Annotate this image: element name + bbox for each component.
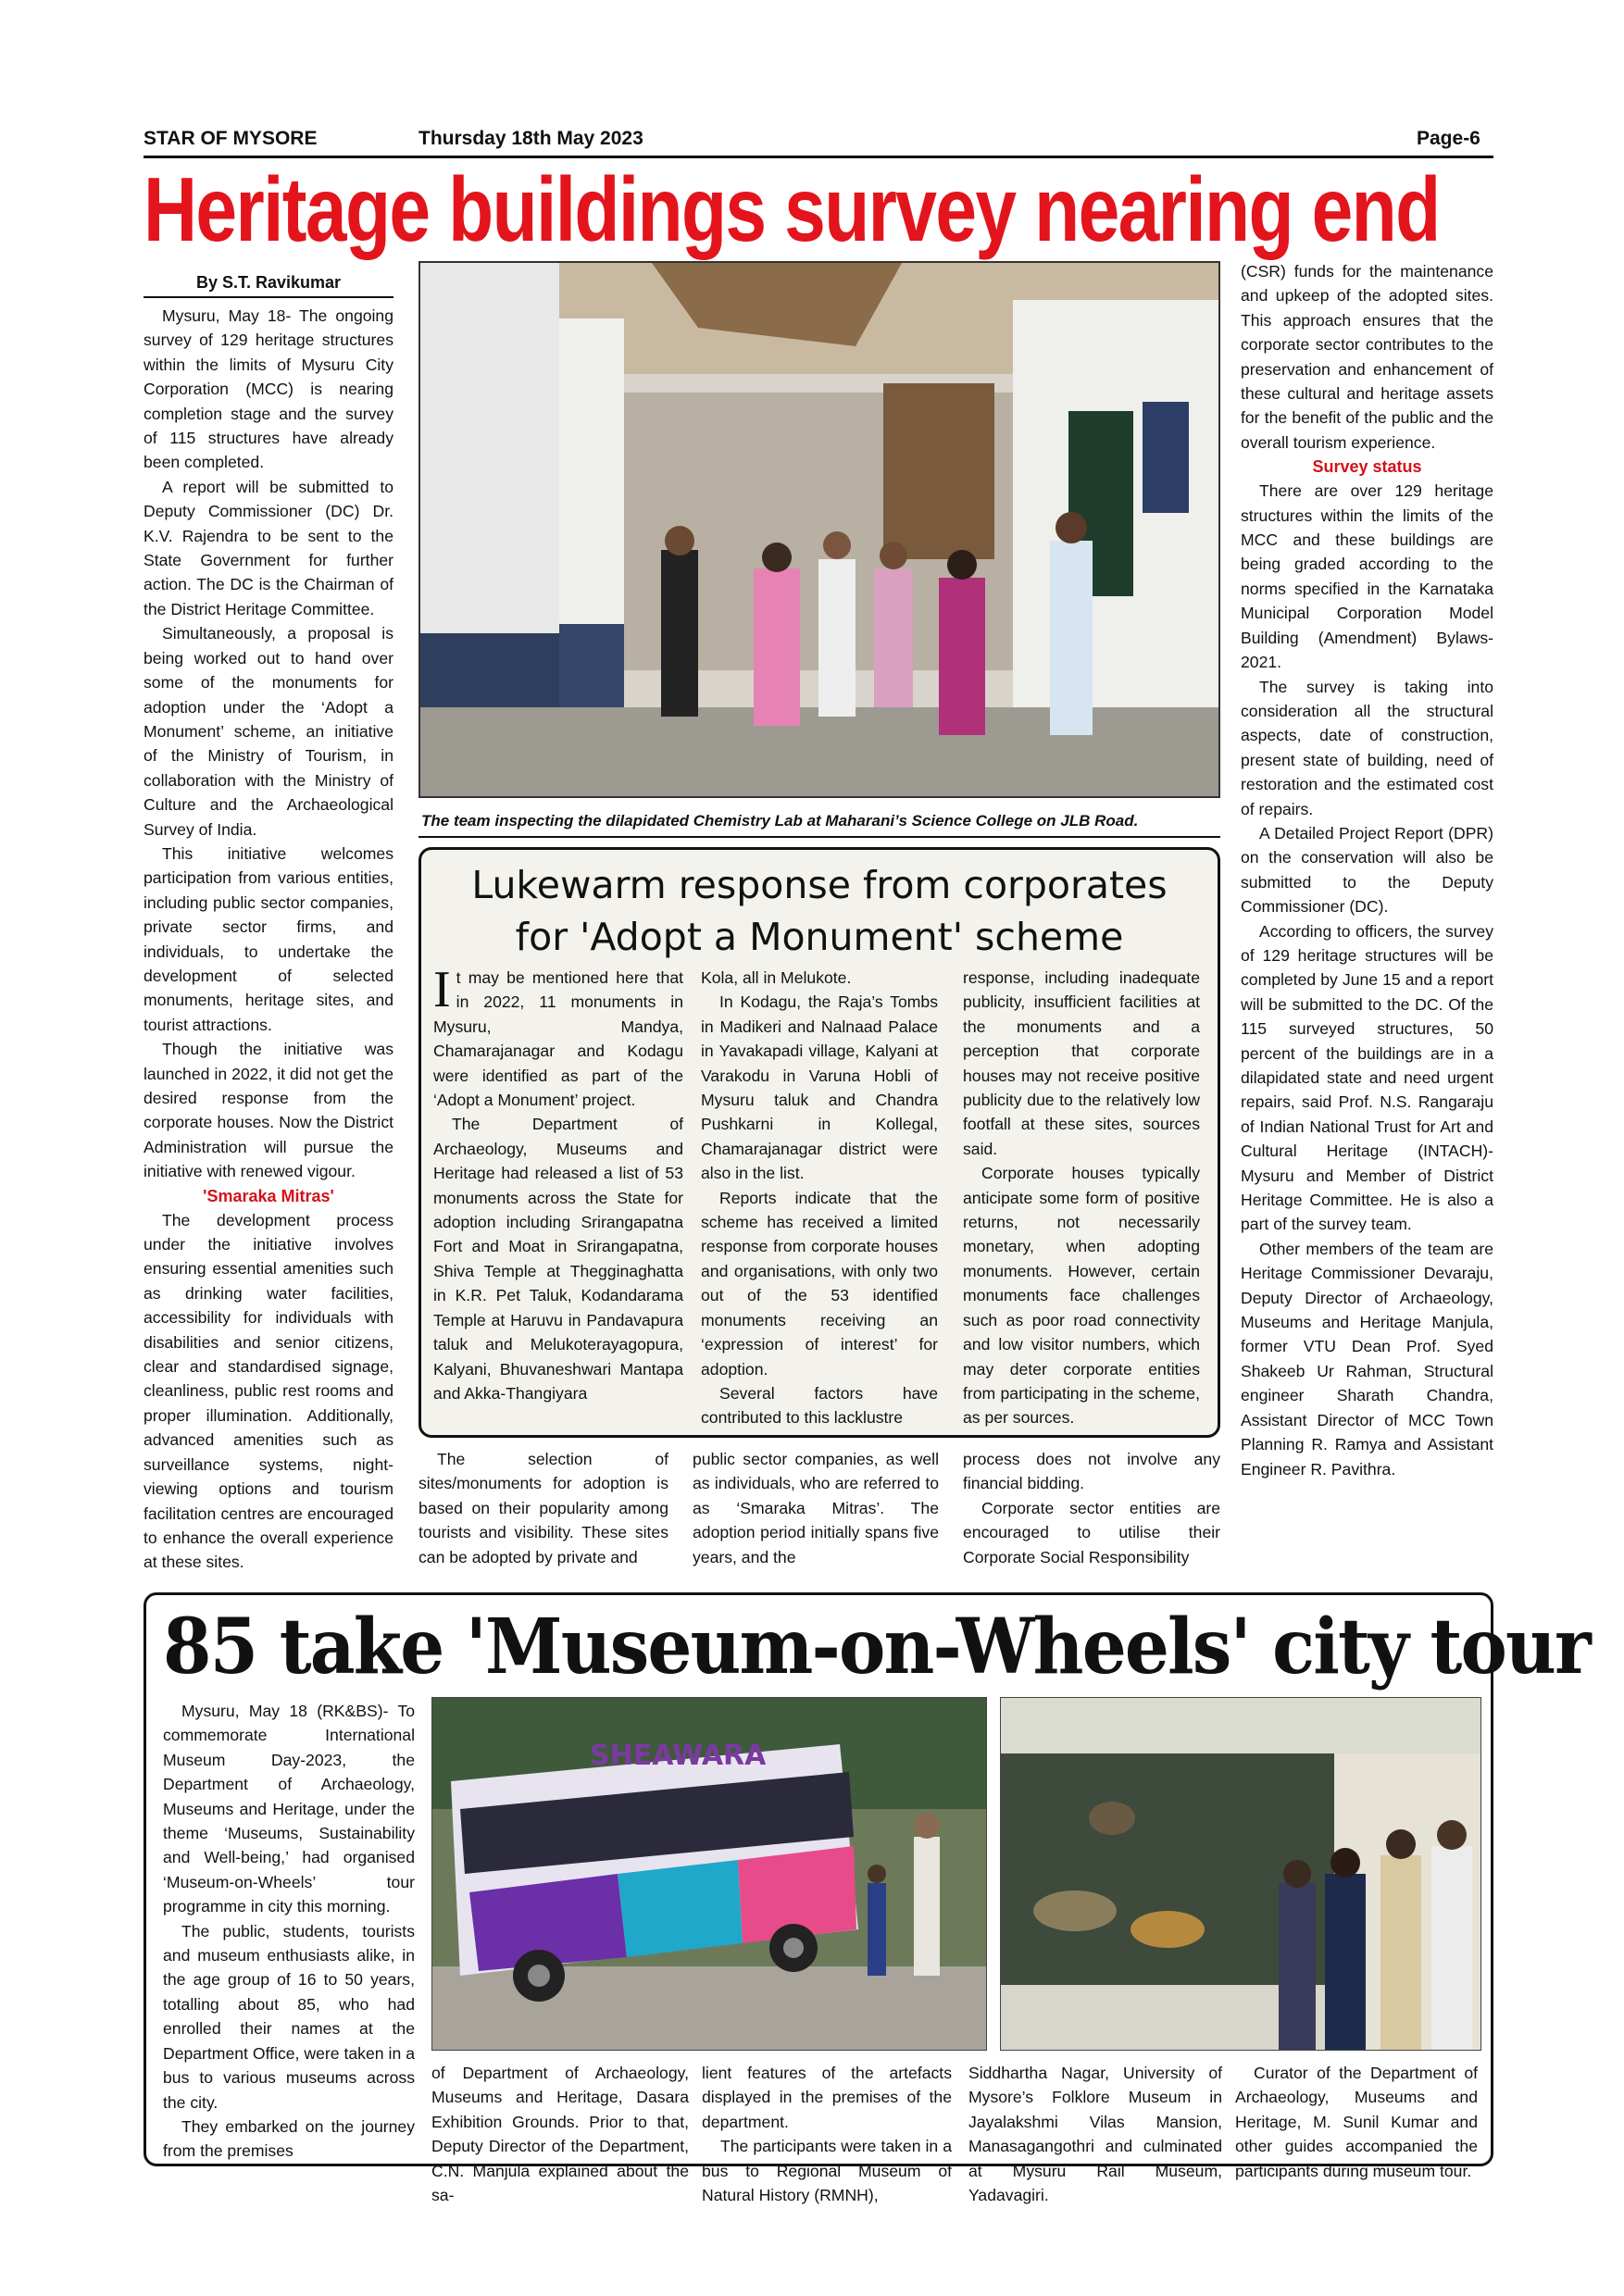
paragraph: The selection of sites/monuments for adoption is based on their popularity among tourists and visibility. These sites can be adopted by private and <box>418 1450 668 1566</box>
paragraph: lient features of the artefacts displayed in the premises of the department. <box>702 2064 952 2131</box>
main-headline: Heritage buildings survey nearing end <box>144 158 1440 260</box>
paragraph: They embarked on the journey from the premises <box>163 2116 415 2161</box>
article1-column-5 <box>1241 259 1493 1481</box>
paragraph: process does not involve any financial bidding. <box>963 1450 1220 1493</box>
article2-column-1 <box>163 1699 415 2164</box>
paragraph: public sector companies, as well as individuals, who are referred to as ‘Smaraka Mitras’. The adoption period initially spans five years, and the <box>693 1450 939 1566</box>
box-column-2 <box>701 966 938 1430</box>
paragraph: Curator of the Department of Archaeology, Museums and Heritage, M. Sunil Kumar and other guides accompanied the participants during museum tour. <box>1235 2064 1478 2180</box>
adopt-monument-box <box>418 847 1220 1438</box>
paragraph: Other members of the team are Heritage Commissioner Devaraju, Deputy Director of Archaeology, Museums and Heritage Manjula, former VTU Dean Prof. Syed Shakeeb Ur Rahman, Structural engineer Sharath Chandra, Assistant Director of MCC Town Planning R. Ramya and Assistant Engineer R. Pavithra. <box>1241 1239 1493 1479</box>
drop-cap: I <box>433 961 451 1018</box>
box-column-3 <box>963 966 1200 1430</box>
paragraph: In Kodagu, the Raja’s Tombs in Madikeri and Nalnaad Palace in Yavakapadi village, Kalyani at Varakodu in Varuna Hobli of Mysuru taluk and Chandra Pushkarni in Kollegal, Chamarajanagar district were also in the list. <box>701 992 938 1183</box>
paragraph: The survey is taking into consideration all the structural aspects, date of construction, present state of building, need of restoration and the estimated cost of repairs. <box>1241 677 1493 818</box>
subhead-survey-status: Survey status <box>1312 457 1422 477</box>
subhead-smaraka-mitras: 'Smaraka Mitras' <box>203 1186 334 1205</box>
paragraph: (CSR) funds for the maintenance and upkeep of the adopted sites. This approach ensures that the corporate sector contributes to the preservation and enhancement of these cultural and heritage assets for the benefit of the public and the overall tourism experience. <box>1241 262 1493 452</box>
byline-rule <box>144 296 394 298</box>
paragraph: Siddhartha Nagar, University of Mysore’s Folklore Museum in Jayalakshmi Vilas Mansion, Manasagangothri and culminated at Mysuru Rail Museum, Yadavagiri. <box>968 2064 1222 2205</box>
paragraph: This initiative welcomes participation from various entities, including public sector companies, private sector firms, and individuals, to undertake the development of selected monuments, heritage sites, and tourist attractions. <box>144 843 394 1034</box>
paragraph: response, including inadequate publicity, insufficient facilities at the monuments and a perception that corporate houses may not receive positive publicity due to the relatively low footfall at these sites, sources said. <box>963 968 1200 1158</box>
article2-column-3 <box>702 2061 952 2207</box>
article1-column-1 <box>144 270 394 1575</box>
caption-rule <box>418 836 1220 838</box>
museum-tour-headline: 85 take 'Museum-on-Wheels' city tour <box>163 1603 1590 1691</box>
box-headline-line1: Lukewarm response from corporates <box>471 863 1168 907</box>
box-headline-line2: for 'Adopt a Monument' scheme <box>515 915 1124 959</box>
paragraph: The public, students, tourists and museum enthusiasts alike, in the age group of 16 to 50 years, totalling about 85, who had enrolled their names at the Department Office, were taken in a bus to various museums across the city. <box>163 1921 415 2112</box>
paragraph: The Department of Archaeology, Museums and Heritage had released a list of 53 monuments across the State for adoption including Srirangapatna Fort and Moat in Srirangapatna, Shiva Temple at Thegginaghatta in K.R. Pet Taluk, Kodandarama Temple at Haruvu in Pandavapura taluk and Melukoterayagopura, Kalyani, Bhuvaneshwari Mantapa and Akka-Thangiyara <box>433 1115 683 1403</box>
article2-column-2 <box>431 2061 689 2207</box>
paragraph: Corporate houses typically anticipate some form of positive returns, not necessarily monetary, when adopting monuments. However, certain monuments face challenges such as poor road connectivity and low visitor numbers, which may deter corporate entities from participating in the scheme, as per sources. <box>963 1164 1200 1428</box>
photo-caption: The team inspecting the dilapidated Chemistry Lab at Maharani’s Science College on JLB Road. <box>421 812 1139 830</box>
paper-name: STAR OF MYSORE <box>144 128 318 149</box>
paragraph <box>433 961 683 1112</box>
paragraph: Mysuru, May 18- The ongoing survey of 129 heritage structures within the limits of Mysuru City Corporation (MCC) is nearing completion stage and the survey of 115 structures have already been completed. <box>144 306 394 472</box>
article2-column-4 <box>968 2061 1222 2207</box>
paragraph: Several factors have contributed to this lacklustre <box>701 1383 938 1428</box>
box-column-1 <box>433 961 683 1405</box>
issue-date: Thursday 18th May 2023 <box>418 128 643 149</box>
page-number: Page-6 <box>1417 128 1480 149</box>
paragraph: Corporate sector entities are encouraged to utilise their Corporate Social Responsibility <box>963 1498 1220 1566</box>
byline: By S.T. Ravikumar <box>195 273 342 292</box>
paragraph: A Detailed Project Report (DPR) on the conservation will also be submitted to the Deputy Commissioner (DC). <box>1241 823 1493 917</box>
paragraph: According to officers, the survey of 129 heritage structures will be completed by June 15 and a report will be submitted to the DC. Of the 115 surveyed structures, 50 percent of the buildings are in a dilapidated state and need urgent repairs, said Prof. N.S. Rangaraju of Indian National Trust for Art and Cultural Heritage (INTACH)-Mysuru and Member of District Heritage Committee. He is also a part of the survey team. <box>1241 921 1493 1234</box>
paragraph: Simultaneously, a proposal is being worked out to hand over some of the monuments for adoption under the ‘Adopt a Monument’ scheme, an initiative of the Ministry of Tourism, in collaboration with the Ministry of Culture and the Archaeological Survey of India. <box>144 624 394 839</box>
paragraph-text: t may be mentioned here that in 2022, 11 monuments in Mysuru, Mandya, Chamarajanagar and Kodagu were identified as part of the ‘Adopt a Monument’ project. <box>433 968 683 1110</box>
paragraph: Reports indicate that the scheme has received a limited response from corporate houses and organisations, with only two out of the 53 identified monuments receiving an ‘expression of interest’ for adoption. <box>701 1188 938 1379</box>
paragraph: of Department of Archaeology, Museums and Heritage, Dasara Exhibition Grounds. Prior to that, Deputy Director of the Department, C.N. Manjula explained about the sa- <box>431 2064 689 2205</box>
paragraph: There are over 129 heritage structures within the limits of the MCC and these buildings are being graded according to the norms specified in the Karnataka Municipal Corporation Model Building (Amendment) Bylaws- 2021. <box>1241 481 1493 672</box>
paragraph: Though the initiative was launched in 2022, it did not get the desired response from the corporate houses. Now the District Administration will pursue the initiative with renewed vigour. <box>144 1040 394 1181</box>
paragraph: The development process under the initiative involves ensuring essential amenities such as drinking water facilities, accessibility for individuals with disabilities and senior citizens, clear and standardised signage, cleanliness, public rest rooms and proper illumination. Additionally, advanced amenities such as surveillance systems, night-viewing options and tourism facilitation centres are encouraged to enhance the overall experience at these sites. <box>144 1210 394 1572</box>
article2-column-5 <box>1235 2061 1478 2183</box>
bus-lettering: SHEAWARA <box>590 1740 767 1772</box>
paragraph: A report will be submitted to Deputy Commissioner (DC) Dr. K.V. Rajendra to be sent to the State Government for further action. The DC is the Chairman of the District Heritage Committee. <box>144 477 394 618</box>
paragraph: The participants were taken in a bus to Regional Museum of Natural History (RMNH), <box>702 2137 952 2205</box>
paragraph: Kola, all in Melukote. <box>701 968 852 987</box>
article1-column-2 <box>418 1447 668 1569</box>
museum-photo <box>1000 1697 1481 2051</box>
museum-tour-box <box>144 1592 1590 2205</box>
inspection-photo <box>418 261 1220 798</box>
paragraph: Mysuru, May 18 (RK&BS)- To commemorate International Museum Day-2023, the Department of Archaeology, Museums and Heritage, under the theme ‘Museums, Sustainability and Well-being,’ had organised ‘Museum-on-Wheels’ tour programme in city this morning. <box>163 1702 415 1916</box>
article1-column-3 <box>693 1447 939 1569</box>
bus-photo <box>431 1697 987 2051</box>
article1-column-4 <box>963 1447 1220 1569</box>
